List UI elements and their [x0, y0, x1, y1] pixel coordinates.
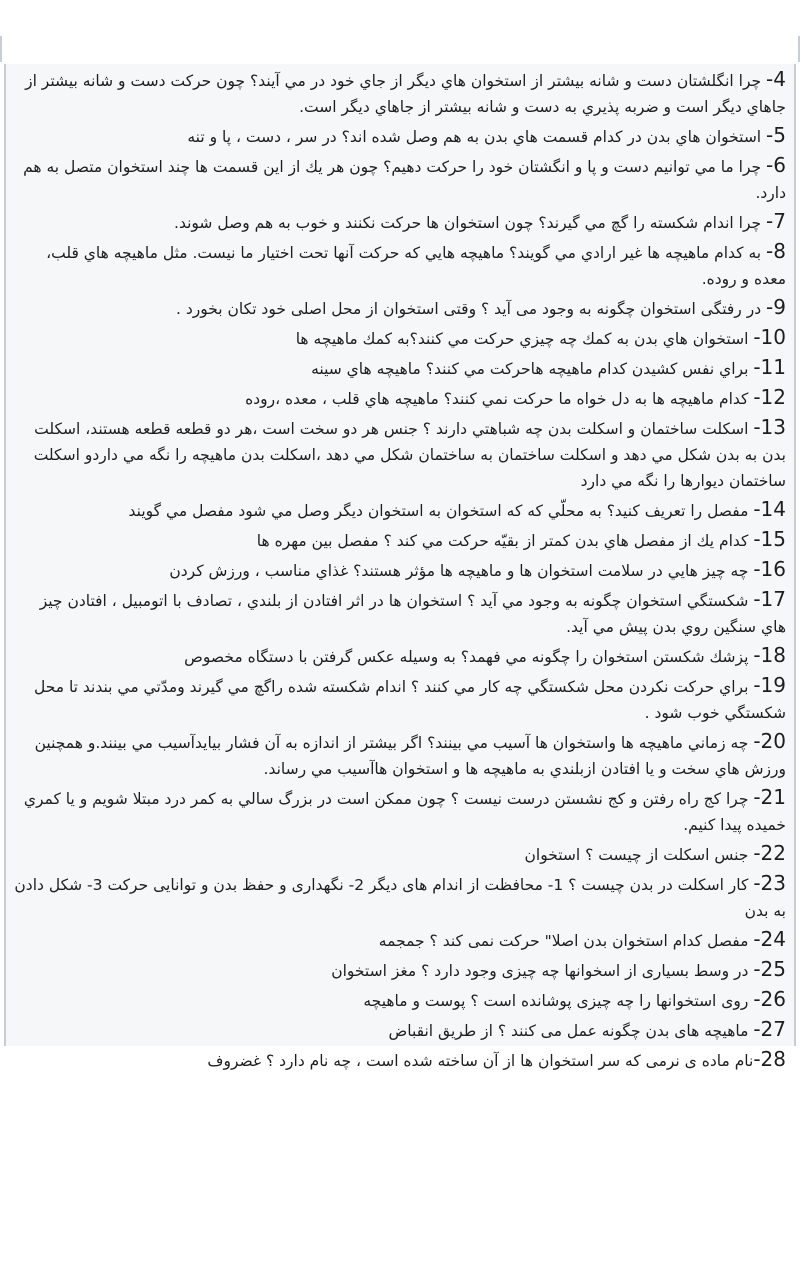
question-number: 9- — [766, 295, 786, 319]
question-text: چرا انگلشتان دست و شانه بيشتر از استخوان هاي ديگر از جاي خود در مي آيند؟ چون حركت دست و شانه بيشتر از جاهاي ديگر است و ضربه پذيري به دست و شانه بيشتر از جاهاي ديگر است. — [25, 72, 786, 116]
question-item — [14, 152, 786, 206]
question-item — [14, 728, 786, 782]
question-text: چرا كج راه رفتن و كج نشستن درست نيست ؟ چون ممكن است در بزرگ سالي به كمر درد مبتلا شويم و يا كمري خميده پيدا كنيم. — [23, 790, 786, 834]
question-item — [14, 556, 786, 584]
question-text: استخوان هاي بدن در كدام قسمت هاي بدن به هم وصل شده اند؟ در سر ، دست ، پا و تنه — [187, 128, 767, 146]
question-number: 13- — [753, 415, 786, 439]
question-text: اسكلت ساختمان و اسكلت بدن چه شباهتي دارند ؟ جنس هر دو سخت است ،هر دو قطعه قطعه هستند، اسكلت بدن به بدن شكل مي دهد و اسكلت ساختمان به ساختمان شكل مي دهد ،اسكلت بدن ماهيچه را نگه مي داردو اسكلت ساختمان ديوارها را نگه مي دارد — [33, 420, 786, 490]
question-number: 22- — [753, 841, 786, 865]
question-item — [14, 840, 786, 868]
question-item — [14, 1016, 786, 1044]
left-edge — [0, 36, 2, 62]
question-number: 28- — [753, 1047, 786, 1071]
question-number: 8- — [766, 239, 786, 263]
question-text: نام ماده ی نرمی که سر استخوان ها از آن ساخته شده است ، چه نام دارد ؟ غضروف — [207, 1052, 754, 1070]
question-text: ماهیچه های بدن چگونه عمل می کنند ؟ از طریق انقباض — [388, 1022, 754, 1040]
question-text: چه زماني ماهيچه ها واستخوان ها آسيب مي بينند؟ اگر بيشتر از اندازه به آن فشار بيايدآسيب مي بينند.و همچنين ورزش هاي سخت و يا افتادن ازبلندي به ماهيچه ها و استخوان هاآسيب مي رساند. — [34, 734, 786, 778]
question-text: مفصل کدام استخوان بدن اصلا" حرکت نمی کند ؟ جمجمه — [378, 932, 754, 950]
question-item — [14, 238, 786, 292]
question-item — [14, 642, 786, 670]
question-number: 27- — [753, 1017, 786, 1041]
question-text: پزشك شكستن استخوان را چگونه مي فهمد؟ به وسيله عكس گرفتن با دستگاه مخصوص — [184, 648, 754, 666]
question-number: 11- — [753, 355, 786, 379]
question-text: به كدام ماهيچه ها غير ارادي مي گويند؟ ماهيچه هايي كه حركت آنها تحت اختيار ما نيست. مثل ماهيچه هاي قلب، معده و روده. — [46, 244, 786, 288]
question-item — [14, 926, 786, 954]
question-item — [14, 414, 786, 494]
question-text: كدام ماهيچه ها به دل خواه ما حركت نمي كنند؟ ماهيچه هاي قلب ، معده ،روده — [245, 390, 754, 408]
question-number: 21- — [753, 785, 786, 809]
question-number: 25- — [753, 957, 786, 981]
question-item — [14, 384, 786, 412]
question-number: 19- — [753, 673, 786, 697]
question-number: 24- — [753, 927, 786, 951]
question-text: چرا ما مي توانيم دست و پا و انگشتان خود را حركت دهيم؟ چون هر يك از اين قسمت ها چند استخوان متصل به هم دارد. — [23, 158, 786, 202]
question-text: چه چيز هايي در سلامت استخوان ها و ماهيچه ها مؤثر هستند؟ غذاي مناسب ، ورزش كردن — [169, 562, 754, 580]
question-number: 16- — [753, 557, 786, 581]
question-number: 17- — [753, 587, 786, 611]
question-number: 10- — [753, 325, 786, 349]
question-list — [14, 66, 786, 1076]
question-number: 15- — [753, 527, 786, 551]
question-text: چرا اندام شكسته را گچ مي گيرند؟ چون استخوان ها حركت نكنند و خوب به هم وصل شوند. — [174, 214, 767, 232]
question-item — [14, 784, 786, 838]
question-number: 7- — [766, 209, 786, 233]
top-blank-area — [0, 0, 800, 62]
question-item — [14, 672, 786, 726]
question-number: 26- — [753, 987, 786, 1011]
question-item — [14, 956, 786, 984]
question-item — [14, 122, 786, 150]
question-text: روی استخوانها را چه چیزی پوشانده است ؟ پوست و ماهیچه — [363, 992, 754, 1010]
question-text: شكستگي استخوان چگونه به وجود مي آيد ؟ استخوان ها در اثر افتادن از بلندي ، تصادف با اتومبيل ، افتادن چيز هاي سنگين روي بدن پيش مي آيد. — [39, 592, 786, 636]
question-text: مفصل را تعريف كنيد؟ به محلّي كه كه استخوان به استخوان ديگر وصل مي شود مفصل مي گويند — [128, 502, 754, 520]
question-item — [14, 294, 786, 322]
question-item — [14, 354, 786, 382]
question-text: در رفتگی استخوان چگونه به وجود می آید ؟ وقتی استخوان از محل اصلی خود تکان بخورد . — [176, 300, 767, 318]
question-number: 14- — [753, 497, 786, 521]
question-text: براي حركت نكردن محل شكستگي چه كار مي كنند ؟ اندام شكسته شده راگچ مي گيرند ومدّتي مي بندند تا محل شكستگي خوب شود . — [33, 678, 786, 722]
question-item — [14, 208, 786, 236]
question-text: در وسط بسیاری از اسخوانها چه چیزی وجود دارد ؟ مغز استخوان — [331, 962, 754, 980]
question-text: جنس اسکلت از چیست ؟ استخوان — [524, 846, 754, 864]
question-item — [14, 66, 786, 120]
question-number: 4- — [766, 67, 786, 91]
question-number: 20- — [753, 729, 786, 753]
question-number: 23- — [753, 871, 786, 895]
question-number: 18- — [753, 643, 786, 667]
question-item — [14, 496, 786, 524]
question-item — [14, 870, 786, 924]
question-item — [14, 986, 786, 1014]
question-item — [14, 586, 786, 640]
question-item — [14, 1046, 786, 1074]
question-text: براي نفس كشيدن كدام ماهيچه هاحركت مي كنند؟ ماهيچه هاي سينه — [311, 360, 754, 378]
question-text: استخوان هاي بدن به كمك چه چيزي حركت مي كنند؟به كمك ماهيچه ها — [295, 330, 754, 348]
question-item — [14, 526, 786, 554]
question-text: كدام يك از مفصل هاي بدن كمتر از بقيّه حركت مي كند ؟ مفصل بين مهره ها — [256, 532, 754, 550]
question-number: 6- — [766, 153, 786, 177]
question-number: 12- — [753, 385, 786, 409]
question-number: 5- — [766, 123, 786, 147]
question-text: کار اسکلت در بدن چیست ؟ 1- محافظت از اندام های دیگر 2- نگهداری و حفظ بدن و توانایی حرکت 3- شکل دادن به بدن — [14, 876, 786, 920]
question-item — [14, 324, 786, 352]
